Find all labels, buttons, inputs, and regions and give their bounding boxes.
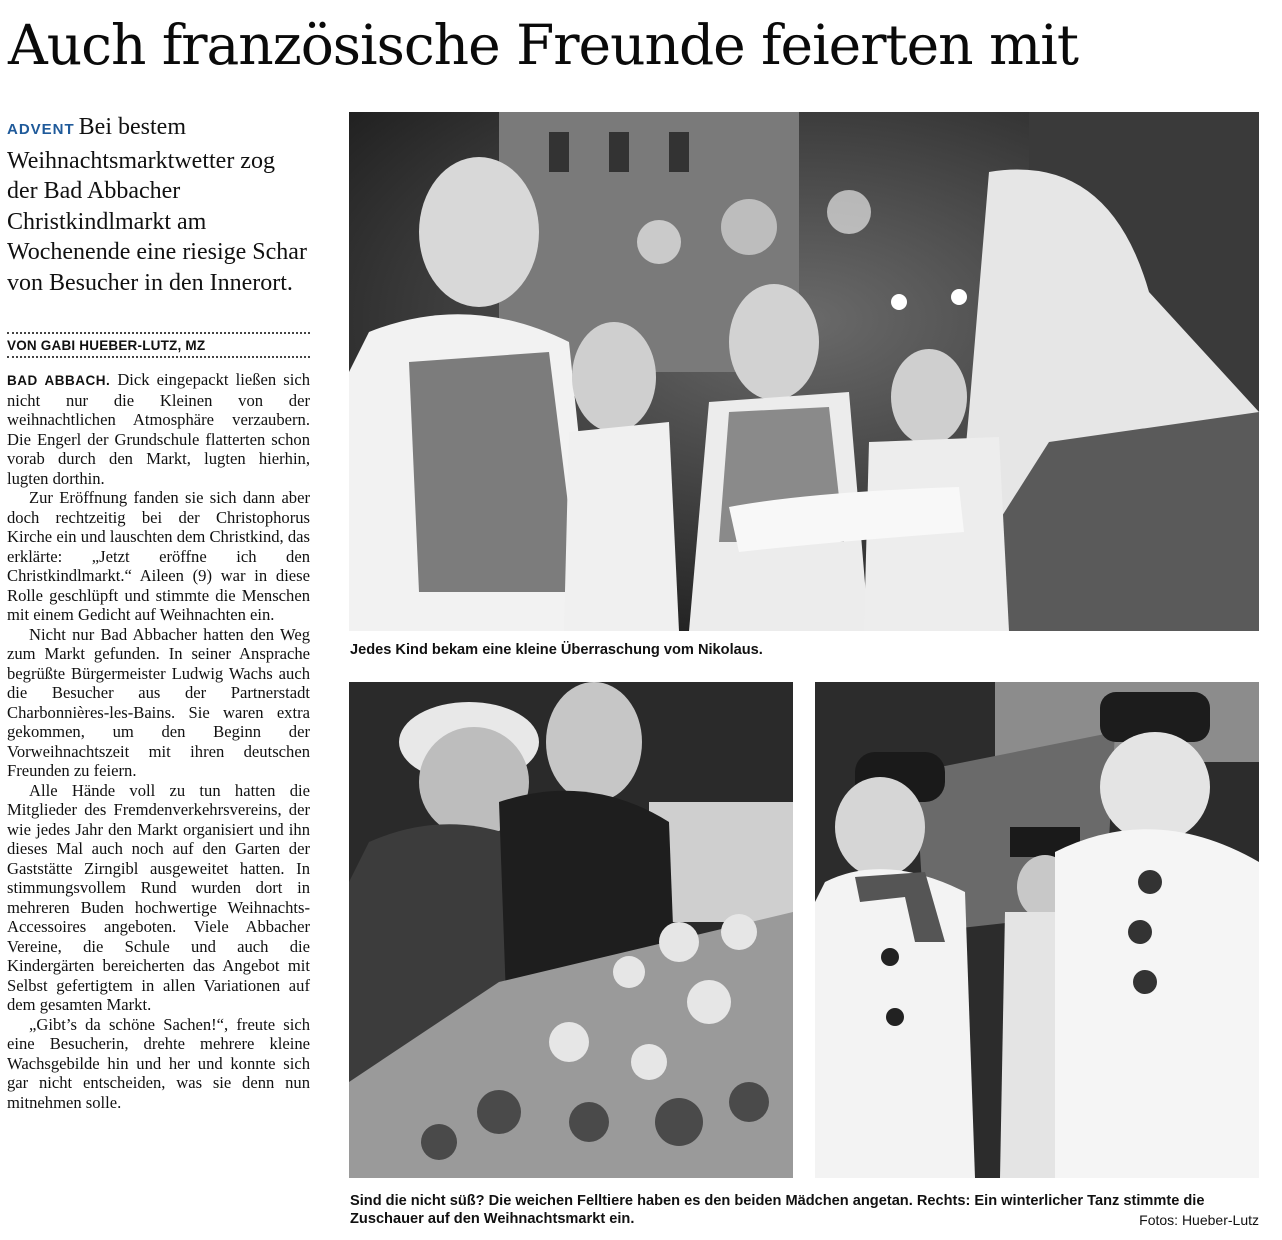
photo-schneemann bbox=[815, 682, 1259, 1178]
headline: Auch französische Freunde feierten mit bbox=[8, 13, 1078, 77]
paragraph: Alle Hände voll zu tun hatten die Mitglieder des Fremdenverkehrsvereins, der wie jedes Jahr den Markt organisiert und ihn dieses Mal auch noch auf den Garten der Gaststätte Zirngibl ausgeweitet hatten. In stimmungsvollem Rund wurden dort in mehreren Buden hochwertige Weihnachts-Accessoires angeboten. Viele Abbacher Vereine, die Schule und auch die Kindergärten bereicherten das Angebot mit Selbst gefertigtem in allen Variationen auf dem gesamten Markt. bbox=[7, 780, 310, 1014]
photo-nikolaus-image bbox=[349, 112, 1259, 631]
photo-nikolaus bbox=[349, 112, 1259, 631]
photo-credit: Fotos: Hueber-Lutz bbox=[1139, 1212, 1259, 1228]
paragraph-text: Dick eingepackt ließen sich nicht nur die Kleinen von der weihnachtlichen Atmosphäre verzaubern. Die Engerl der Grundschule flatterten schon vorab durch den Markt, lugten hierhin, lugten dorthin. bbox=[7, 370, 310, 488]
byline: VON GABI HUEBER-LUTZ, MZ bbox=[7, 332, 310, 358]
paragraph: Nicht nur Bad Abbacher hatten den Weg zum Markt gefunden. In seiner Ansprache begrüßte Bürgermeister Ludwig Wachs auch die Besucher aus der Partnerstadt Charbonnières-les-Bains. Sie waren extra gekommen, um den Beginn der Vorweihnachtszeit mit ihren deutschen Freunden zu feiern. bbox=[7, 624, 310, 780]
photo-schneemann-image bbox=[815, 682, 1259, 1178]
intro-text: Bei bestem Weihnachtsmarktwetter zog der Bad Abbacher Christkindlmarkt am Wochenende eine riesige Schar von Besucher in den Innerort. bbox=[7, 114, 307, 296]
article-body bbox=[7, 370, 310, 1112]
paragraph bbox=[7, 370, 310, 488]
paragraph: Zur Eröffnung fanden sie sich dann aber doch rechtzeitig bei der Christophorus Kirche ein und lauschten dem Christkind, das erklärte: „Jetzt eröffne ich den Christkindlmarkt.“ Aileen (9) war in diese Rolle geschlüpft und stimmte die Menschen mit einem Gedicht auf Weihnachten ein. bbox=[7, 488, 310, 624]
article-column bbox=[7, 112, 310, 1112]
kicker: ADVENT bbox=[7, 121, 75, 138]
photo-bottom-caption: Sind die nicht süß? Die weichen Felltiere haben es den beiden Mädchen angetan. Rechts: Ein winterlicher Tanz stimmte die Zuschauer auf den Weihnachtsmarkt ein. bbox=[350, 1193, 1205, 1227]
dateline: BAD ABBACH. bbox=[7, 373, 111, 388]
photo-felltiere-image bbox=[349, 682, 793, 1178]
photo-nikolaus-caption: Jedes Kind bekam eine kleine Überraschung vom Nikolaus. bbox=[350, 642, 763, 658]
photo-felltiere bbox=[349, 682, 793, 1178]
paragraph: „Gibt’s da schöne Sachen!“, freute sich eine Besucherin, drehte mehrere kleine Wachsgebilde hin und her und konnte sich gar nicht entscheiden, was sie denn nun mitnehmen solle. bbox=[7, 1014, 310, 1112]
intro bbox=[7, 112, 310, 298]
